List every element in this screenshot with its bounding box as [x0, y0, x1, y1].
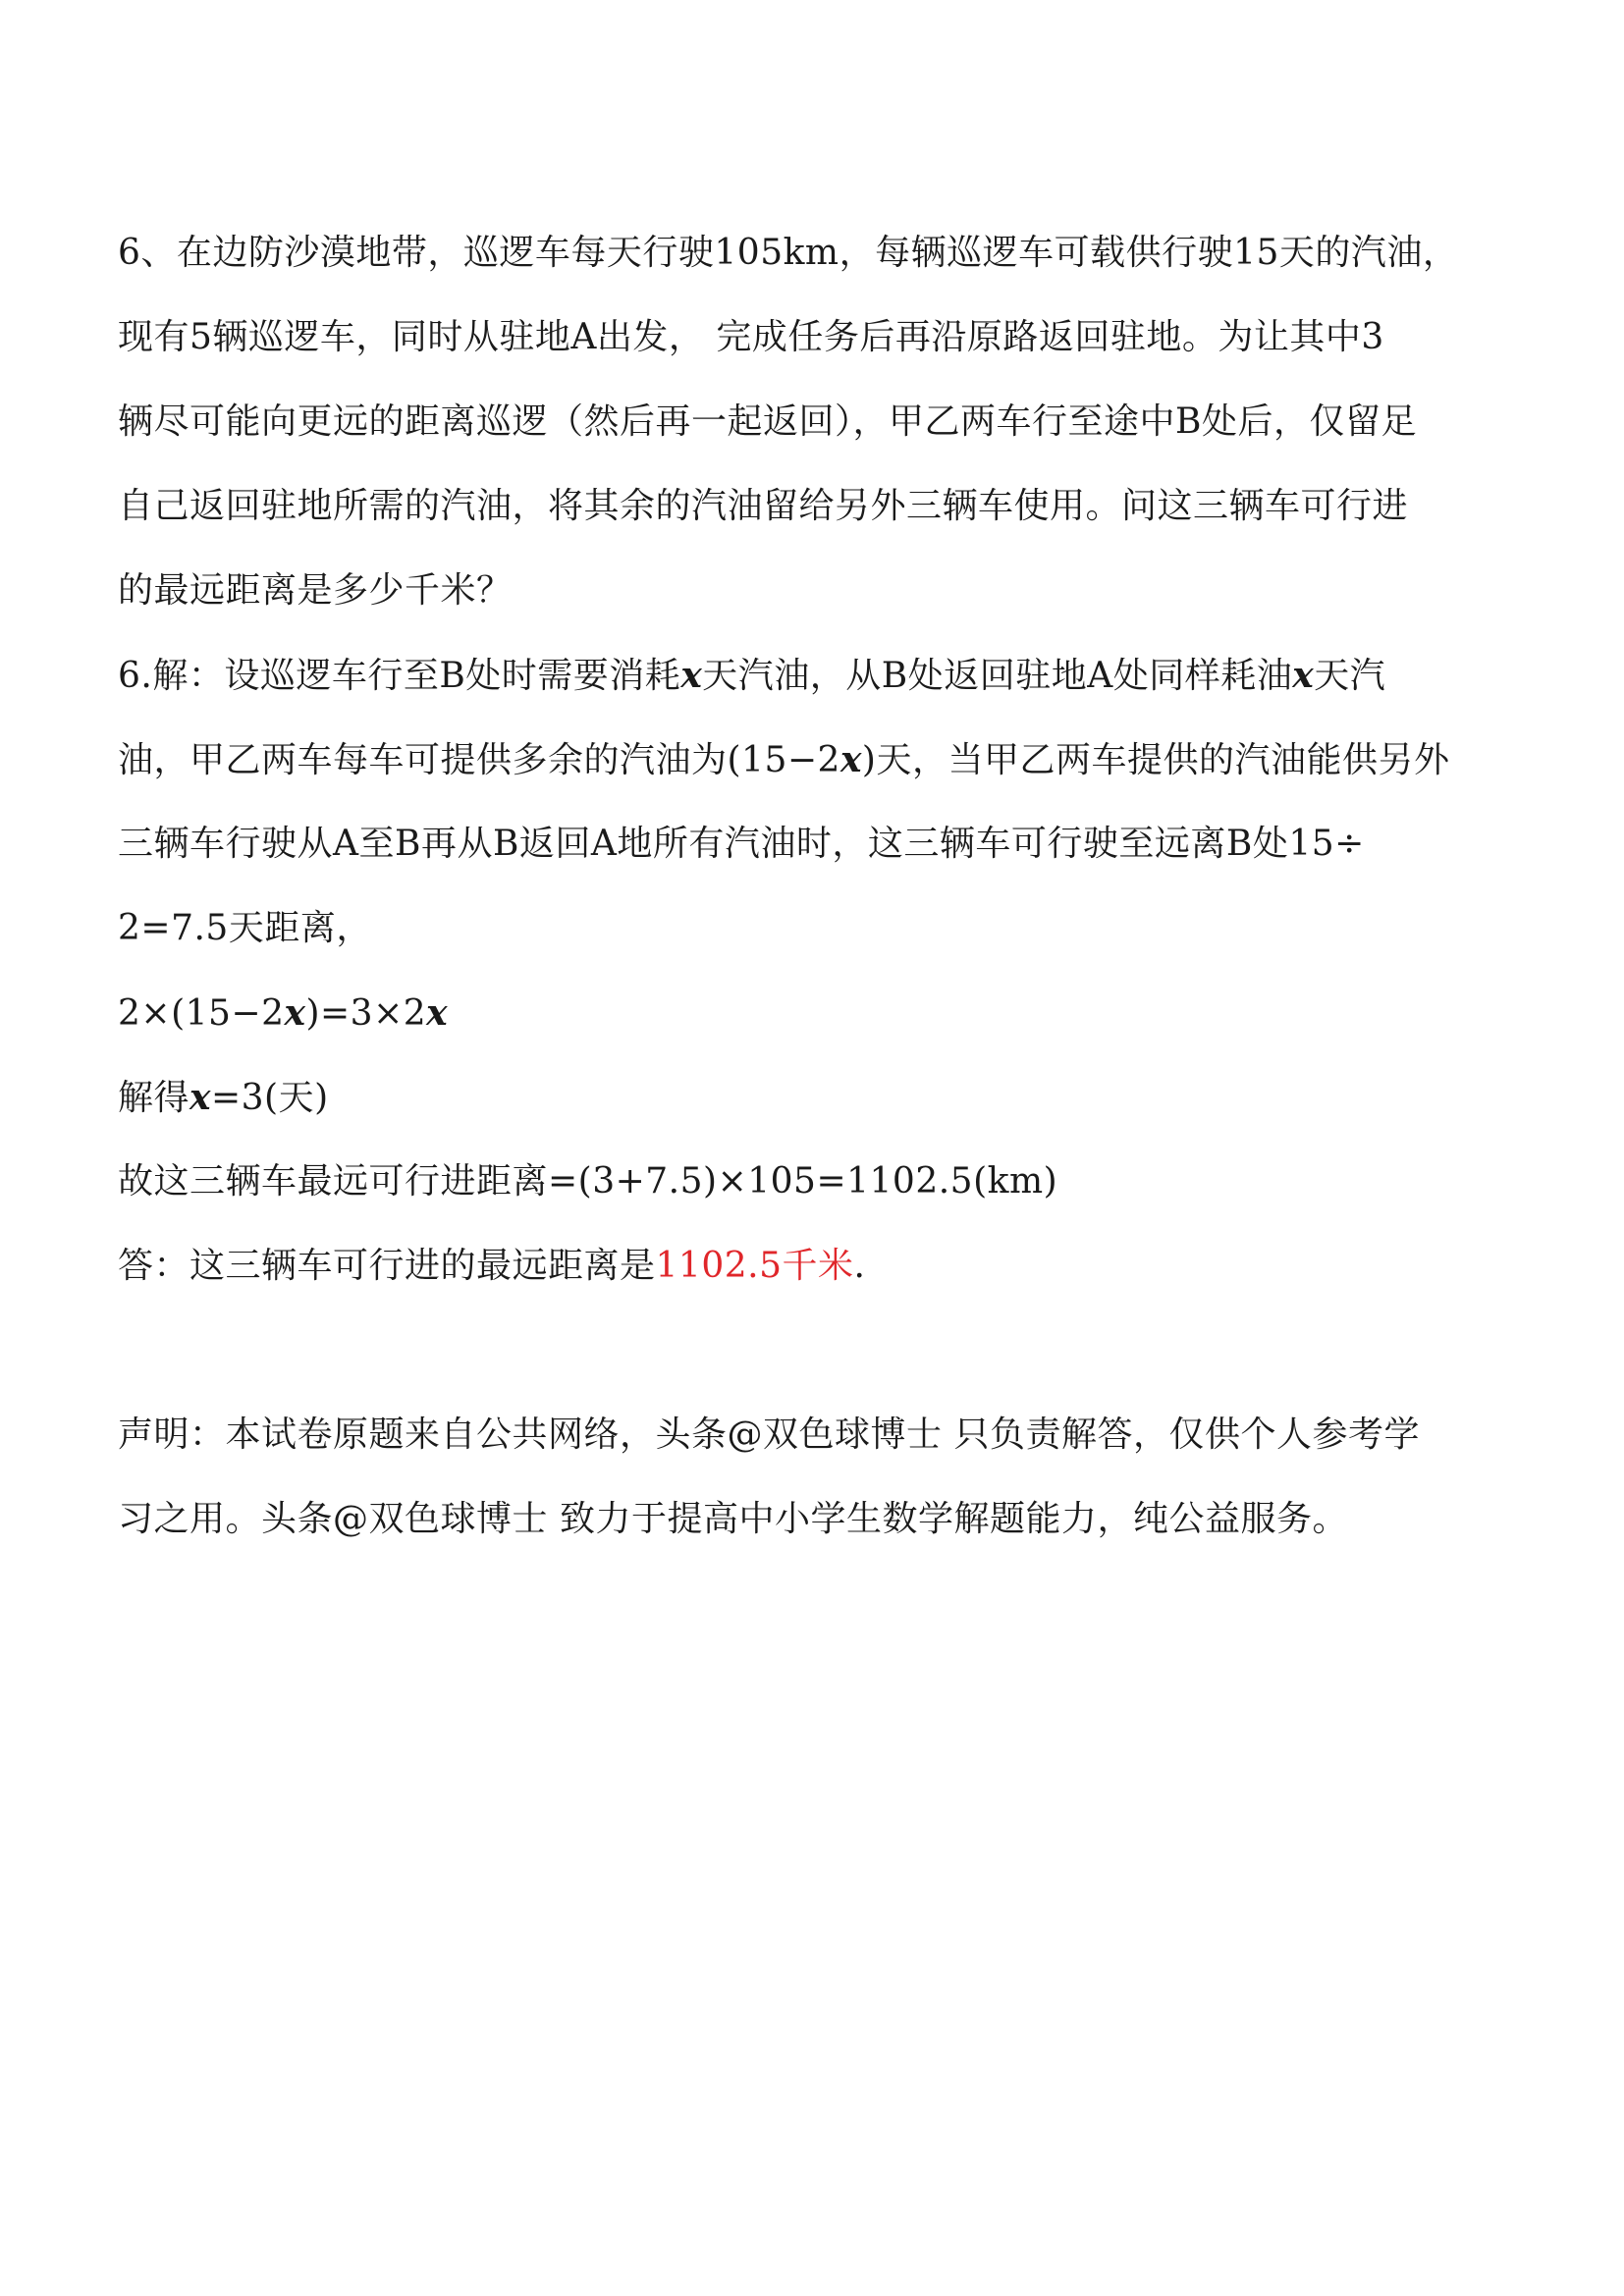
solution-line: 油，甲乙两车每车可提供多余的汽油为(15−2x)天，当甲乙两车提供的汽油能供另外 [118, 739, 1450, 780]
solve-line: 解得x=3(天) [118, 1077, 329, 1118]
statement-text [118, 1393, 1512, 1562]
section-gap [118, 1308, 1512, 1393]
solution-line: 2=7.5天距离， [118, 908, 372, 948]
document-page [118, 211, 1512, 1562]
variable-x: x [839, 739, 862, 780]
equation-line: 2×(15−2x)=3×2x [118, 992, 449, 1034]
variable-x: x [680, 655, 703, 696]
solution-line: 6.解：设巡逻车行至B处时需要消耗x天汽油，从B处返回驻地A处同样耗油x天汽 [118, 655, 1386, 696]
variable-x: x [284, 992, 306, 1034]
variable-x: x [1292, 655, 1315, 696]
variable-x: x [189, 1077, 211, 1118]
solution-line: 三辆车行驶从A至B再从B返回A地所有汽油时，这三辆车可行驶至远离B处15÷ [118, 824, 1365, 864]
problem-line: 的最远距离是多少千米？ [118, 570, 513, 611]
statement-line: 习之用。头条@双色球博士 致力于提高中小学生数学解题能力，纯公益服务。 [118, 1499, 1348, 1539]
problem-line: 辆尽可能向更远的距离巡逻（然后再一起返回），甲乙两车行至途中B处后，仅留足 [118, 401, 1417, 442]
distance-line: 故这三辆车最远可行进距离=(3+7.5)×105=1102.5(km) [118, 1161, 1058, 1201]
variable-x: x [426, 992, 449, 1034]
solution-text [118, 633, 1512, 1308]
answer-line: 答：这三辆车可行进的最远距离是1102.5千米. [118, 1246, 866, 1286]
statement-line: 声明：本试卷原题来自公共网络，头条@双色球博士 只负责解答，仅供个人参考学 [118, 1415, 1420, 1455]
problem-line: 现有5辆巡逻车，同时从驻地A出发， 完成任务后再沿原路返回驻地。为让其中3 [118, 317, 1384, 357]
problem-line: 6、在边防沙漠地带，巡逻车每天行驶105km，每辆巡逻车可载供行驶15天的汽油， [118, 233, 1459, 273]
answer-value: 1102.5千米 [655, 1246, 854, 1286]
problem-text [118, 211, 1512, 633]
problem-line: 自己返回驻地所需的汽油，将其余的汽油留给另外三辆车使用。问这三辆车可行进 [118, 486, 1409, 526]
